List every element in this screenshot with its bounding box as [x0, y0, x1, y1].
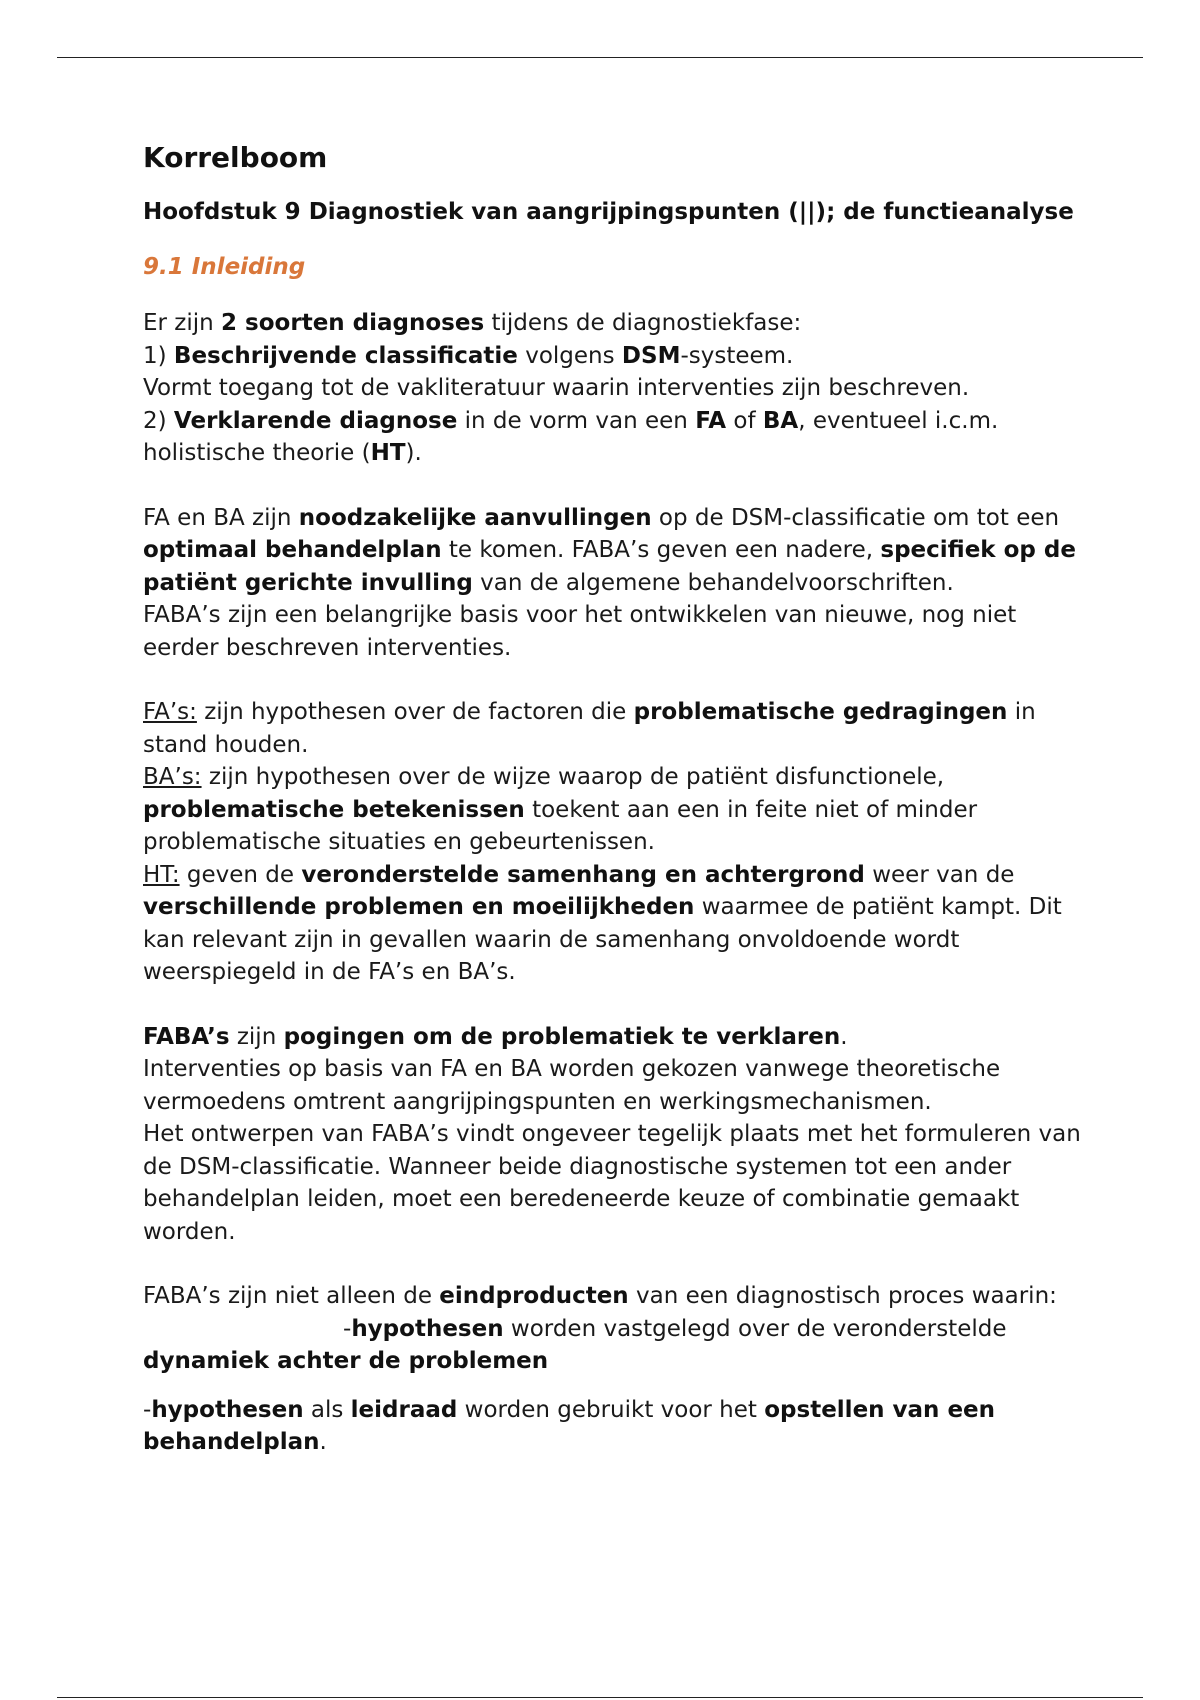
section-heading: 9.1 Inleiding — [143, 254, 306, 280]
paragraph-diagnoses: Er zijn 2 soorten diagnoses tijdens de diagnostiekfase: 1) Beschrijvende classificatie volgens DSM-systeem. Vormt toegang tot de vakliteratuur waarin interventies zijn beschreven. 2) Verklarende diagnose in de vorm van een FA of BA, eventueel i.c.m. holistische theorie (HT). — [143, 310, 999, 466]
paragraph-leidraad: -hypothesen als leidraad worden gebruikt voor het opstellen van een behandelplan. — [143, 1396, 996, 1455]
paragraph-faba-verklaren: FABA’s zijn pogingen om de problematiek te verklaren. Interventies op basis van FA en BA worden gekozen vanwege theoretische vermoedens omtrent aangrijpingspunten en werkingsmechanismen. Het ontwerpen van FABA’s vindt ongeveer tegelijk plaats met het formuleren van de DSM-classificatie. Wanneer beide diagnostische systemen tot een ander behandelplan leiden, moet een beredeneerde keuze of combinatie gemaakt worden. — [143, 1023, 1081, 1245]
document-body — [143, 138, 1083, 1459]
header-rule — [57, 57, 1143, 58]
document-title: Korrelboom — [143, 141, 328, 174]
paragraph-eindproducten: FABA’s zijn niet alleen de eindproducten van een diagnostisch proces waarin:-hypothesen worden vastgelegd over de veronderstelde dynamiek achter de problemen — [143, 1283, 1057, 1374]
chapter-heading: Hoofdstuk 9 Diagnostiek van aangrijpingspunten (||); de functieanalyse — [143, 199, 1074, 225]
footer-rule — [57, 1697, 1143, 1698]
paragraph-definitions: FA’s: zijn hypothesen over de factoren die problematische gedragingen in stand houden. BA’s: zijn hypothesen over de wijze waarop de patiënt disfunctionele, problematische betekenissen toekent aan een in feite niet of minder problematische situaties en gebeurtenissen. HT: geven de veronderstelde samenhang en achtergrond weer van de verschillende problemen en moeilijkheden waarmee de patiënt kampt. Dit kan relevant zijn in gevallen waarin de samenhang onvoldoende wordt weerspiegeld in de FA’s en BA’s. — [143, 699, 1062, 985]
paragraph-aanvullingen: FA en BA zijn noodzakelijke aanvullingen op de DSM-classificatie om tot een optimaal behandelplan te komen. FABA’s geven een nadere, specifiek op de patiënt gerichte invulling van de algemene behandelvoorschriften. FABA’s zijn een belangrijke basis voor het ontwikkelen van nieuwe, nog niet eerder beschreven interventies. — [143, 504, 1076, 661]
